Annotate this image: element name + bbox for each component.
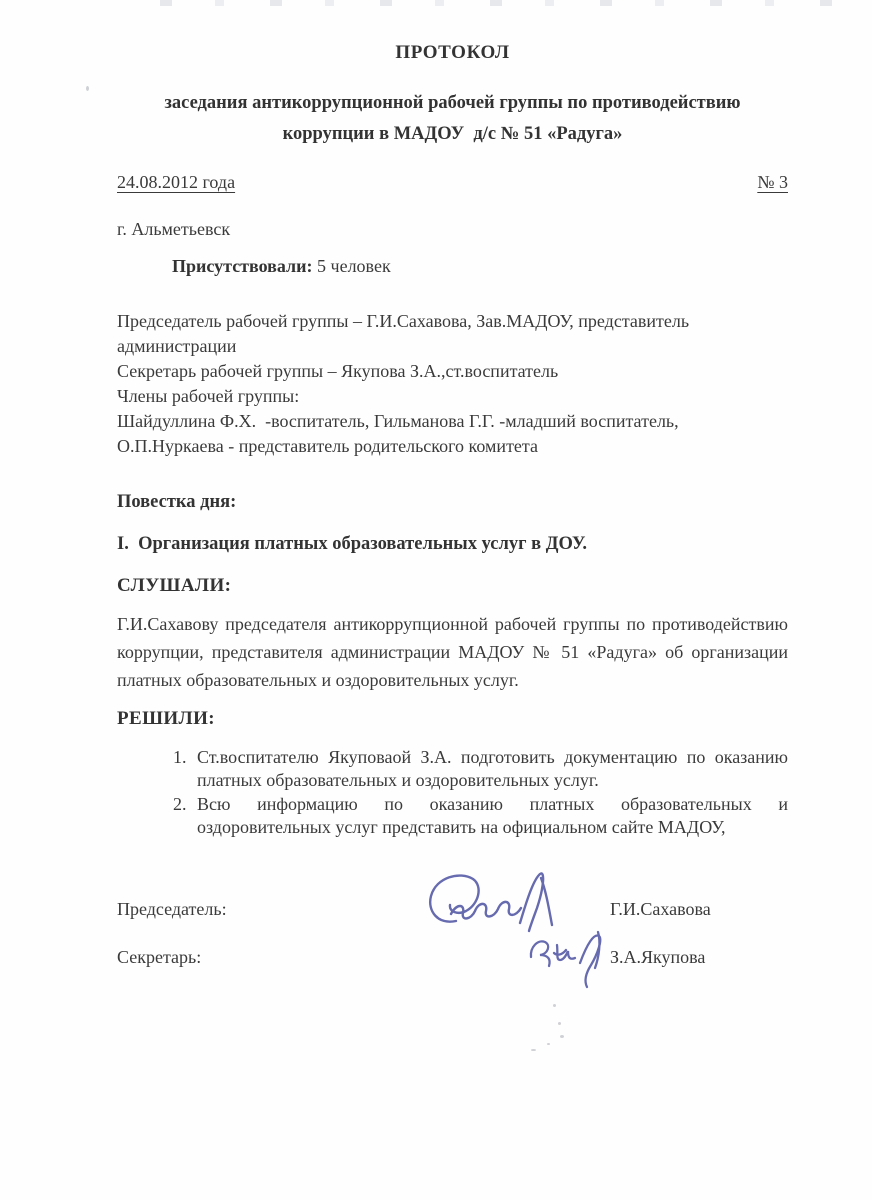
scan-speck xyxy=(531,1049,536,1051)
attendees-label: Присутствовали: xyxy=(172,256,313,276)
scan-speck xyxy=(558,1022,561,1025)
decided-heading: РЕШИЛИ: xyxy=(117,708,215,729)
decision-item: 2. Всю информацию по оказанию платных образовательных и оздоровительных услуг представить на официальном сайте МАДОУ, xyxy=(191,793,788,839)
document-date: 24.08.2012 года xyxy=(117,172,236,192)
attendees-line xyxy=(117,256,788,277)
secretary-role-label: Секретарь: xyxy=(117,947,202,967)
participant-line: Секретарь рабочей группы – Якупова З.А.,ст.воспитатель xyxy=(117,361,559,381)
agenda-item: I. Организация платных образовательных услуг в ДОУ. xyxy=(117,534,588,554)
participants-list xyxy=(117,309,788,459)
heard-heading: СЛУШАЛИ: xyxy=(117,575,232,596)
scan-edge-noise xyxy=(160,0,872,6)
signatures-block xyxy=(117,885,788,1025)
secretary-name: З.А.Якупова xyxy=(610,947,706,967)
agenda-heading: Повестка дня: xyxy=(117,492,237,512)
subtitle-line: коррупции в МАДОУ д/с № 51 «Радуга» xyxy=(282,124,623,144)
scan-speck xyxy=(547,1043,550,1045)
participant-line: Председатель рабочей группы – Г.И.Сахавова, Зав.МАДОУ, представитель xyxy=(117,311,690,331)
subtitle-line: заседания антикоррупционной рабочей группы по противодействию xyxy=(164,93,741,113)
participant-line: О.П.Нуркаева - представитель родительского комитета xyxy=(117,436,538,456)
city: г. Альметьевск xyxy=(117,219,231,239)
document-title: ПРОТОКОЛ xyxy=(395,42,510,63)
scan-speck xyxy=(86,86,89,91)
participant-line: Члены рабочей группы: xyxy=(117,386,300,406)
participant-line: администрации xyxy=(117,336,237,356)
participant-line: Шайдуллина Ф.Х. -воспитатель, Гильманова Г.Г. -младший воспитатель, xyxy=(117,411,679,431)
decisions-list xyxy=(117,746,788,839)
secretary-handwritten-signature-icon xyxy=(524,915,616,991)
chairman-role-label: Председатель: xyxy=(117,899,227,919)
document-number: № 3 xyxy=(757,172,788,192)
chairman-name: Г.И.Сахавова xyxy=(610,899,711,919)
scan-speck xyxy=(560,1035,564,1038)
decision-item: 1. Ст.воспитателю Якуповаой З.А. подготовить документацию по оказанию платных образовательных и оздоровительных услуг. xyxy=(191,746,788,792)
date-number-row xyxy=(117,172,788,193)
document-subtitle xyxy=(117,88,788,150)
heard-paragraph: Г.И.Сахавову председателя антикоррупционной рабочей группы по противодействию коррупции, представителя администрации МАДОУ № 51 «Радуга» об организации платных образовательных и оздоровительных услуг. xyxy=(117,614,788,690)
attendees-value: 5 человек xyxy=(312,256,391,276)
scan-speck xyxy=(553,1004,556,1007)
